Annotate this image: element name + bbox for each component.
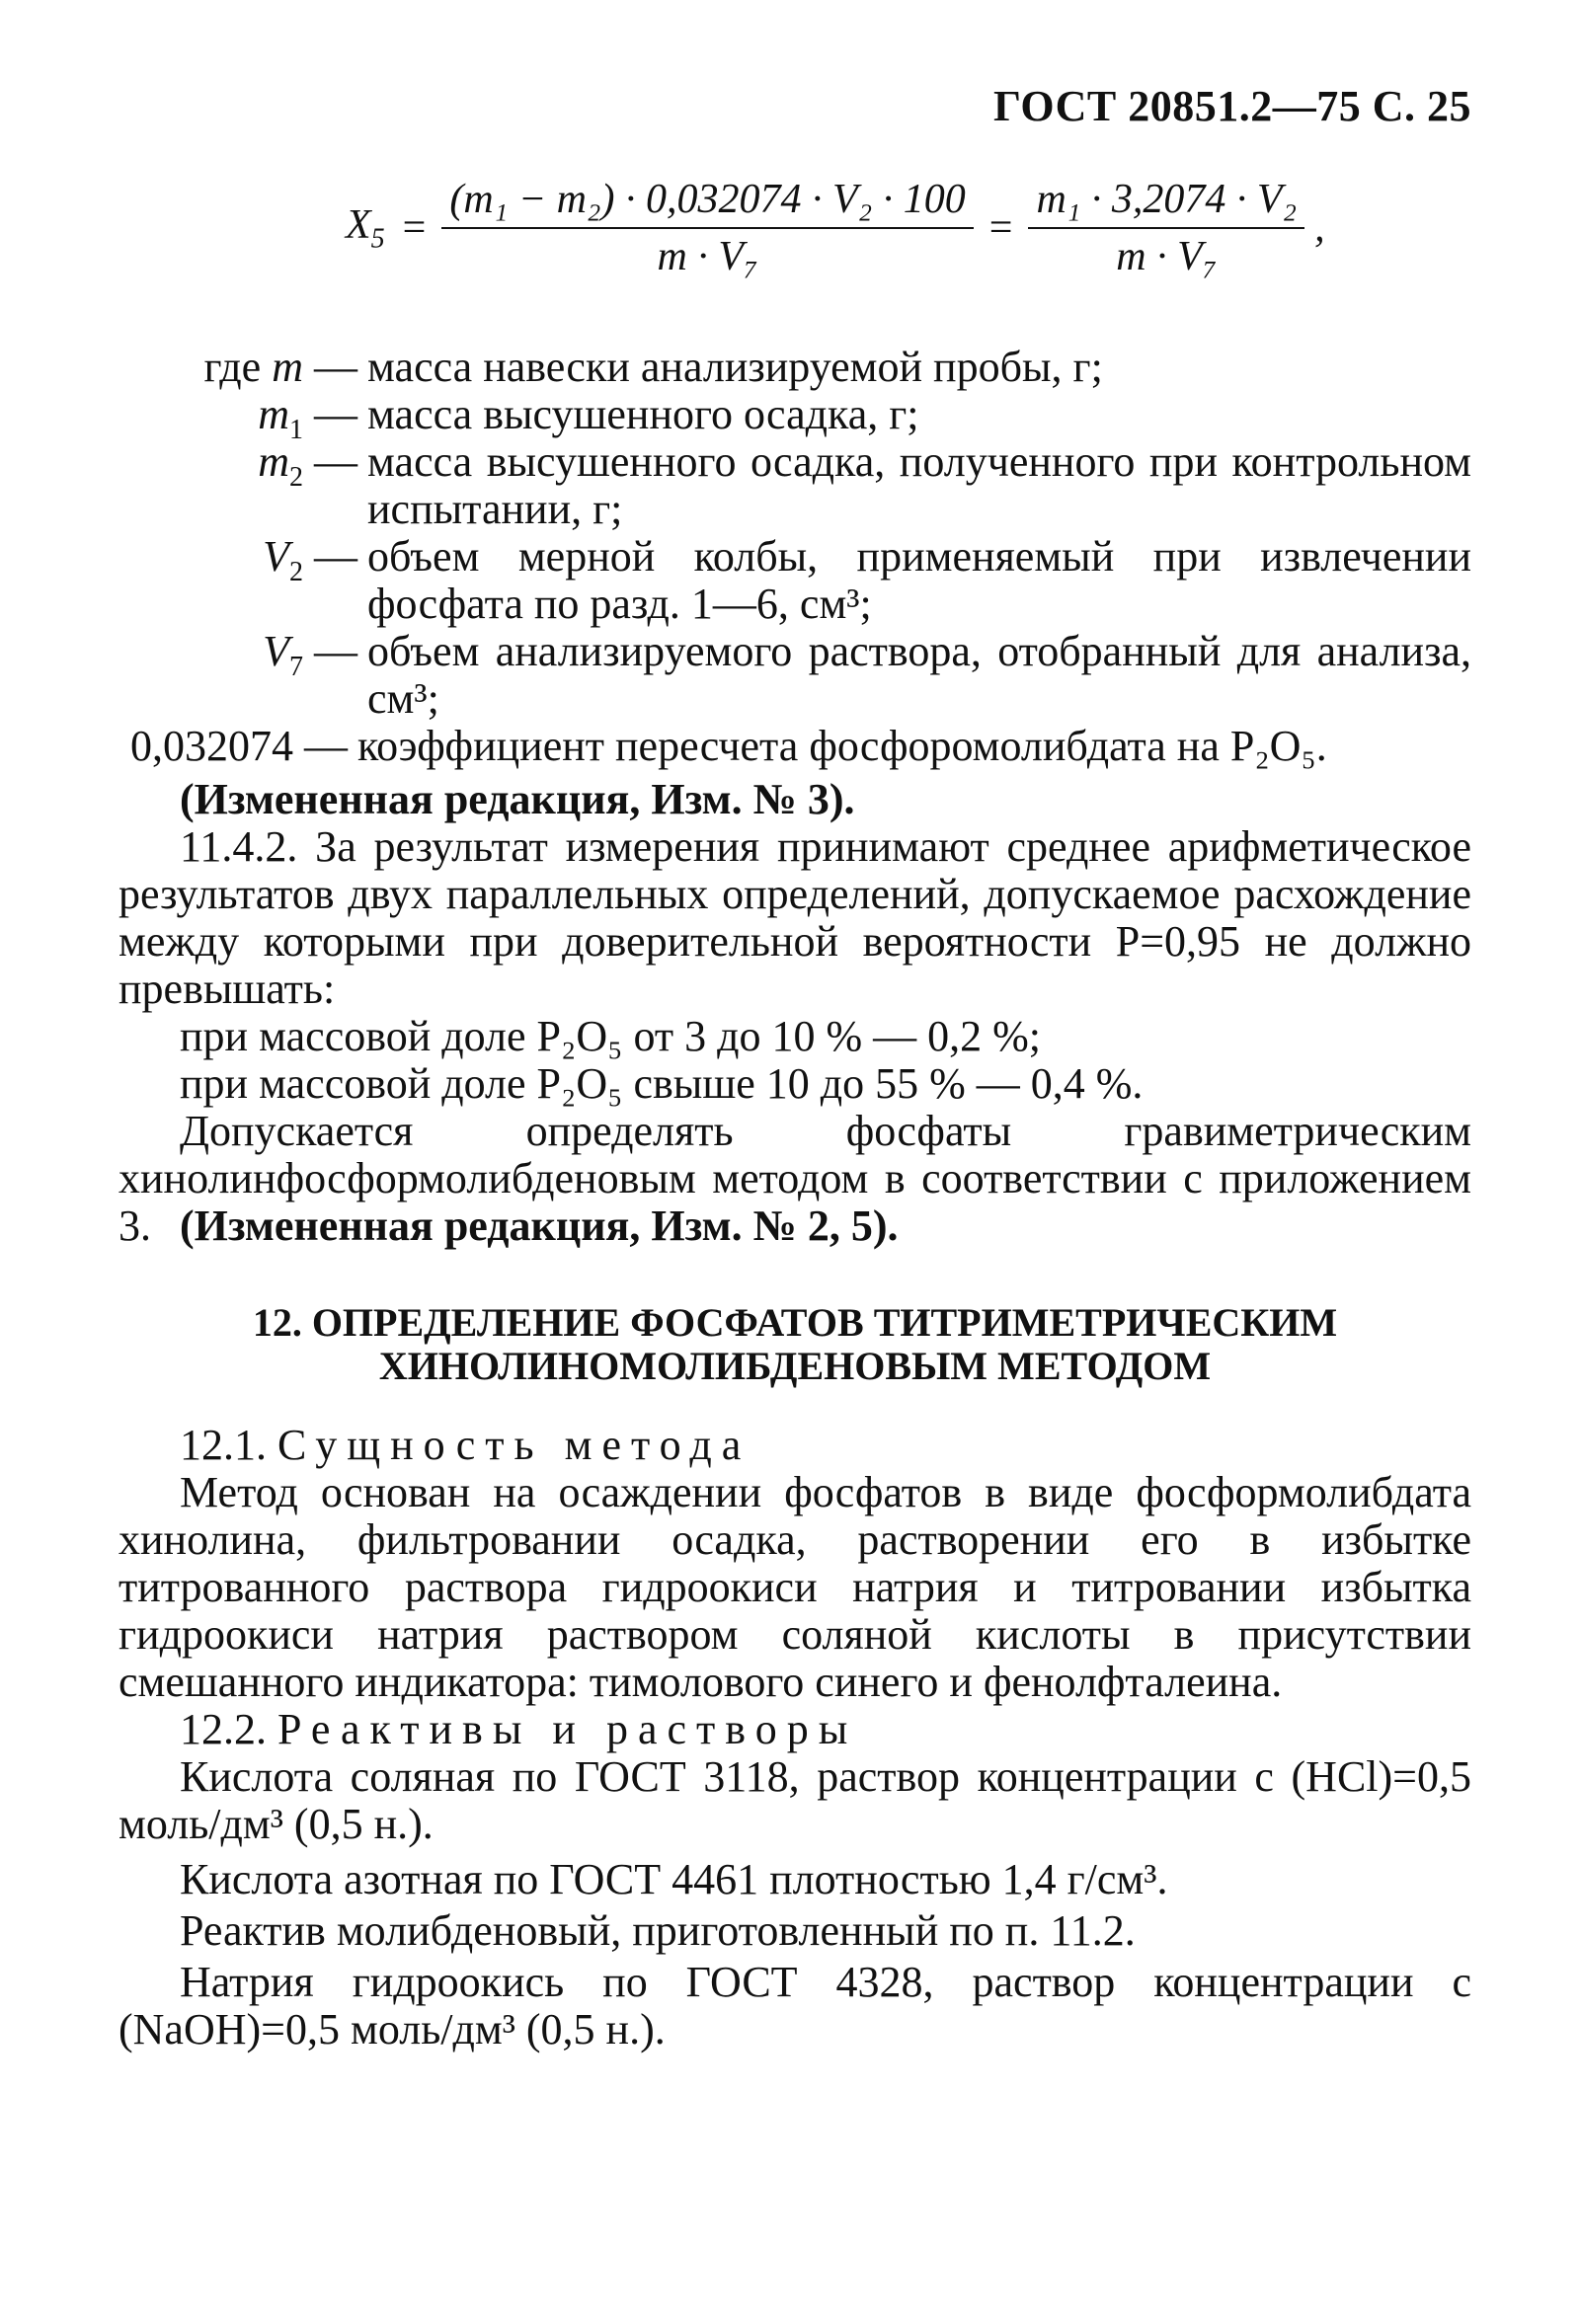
definition-symbol: 0,032074 — (130, 722, 348, 770)
definition-symbol: $V_2$ — (263, 532, 357, 587)
definition-text: объем анализируемого раствора, отобранный для анализа, см³; (367, 627, 1471, 723)
reagent-item: Реактив молибденовый, приготовленный по п. 11.2. (180, 1906, 1136, 1955)
definition-text: коэффициент пересчета фосфоромолибдата на P₂O₅. (357, 722, 1327, 770)
definition-symbol: $m_2$ — (258, 437, 357, 493)
edit-note: (Измененная редакция, Изм. № 2, 5). (180, 1201, 899, 1250)
method-description: Метод основан на осаждении фосфатов в виде фосформолибдата хинолина, фильтровании осадка, растворении его в избытке титрованного раствора гидроокиси натрия и титровании избытка гидроокиси натрия раствором соляной кислоты в присутствии смешанного индикатора: тимолового синего и фенолфталеина. (118, 1468, 1471, 1706)
section-title-line: ХИНОЛИНОМОЛИБДЕНОВЫМ МЕТОДОМ (378, 1344, 1212, 1388)
definition-symbol: $m_1$ — (258, 390, 357, 445)
equals-sign: = (402, 205, 427, 251)
subsection-number: 12.2. (180, 1705, 267, 1753)
fraction-1-numerator: (m₁ − m₂) · 0,032074 · V₂ · 100 (441, 176, 973, 229)
tolerance-line: при массовой доле P₂O₅ свыше 10 до 55 % — 0,4 %. (180, 1059, 1144, 1108)
reagent-item: Кислота соляная по ГОСТ 3118, раствор концентрации c (HCl)=0,5 моль/дм³ (0,5 н.). (118, 1752, 1471, 1848)
definition-row (118, 628, 1471, 723)
equals-sign: = (988, 205, 1013, 251)
definition-text: масса навески анализируемой пробы, г; (367, 343, 1103, 391)
definition-row (118, 438, 1471, 533)
section-title-line: 12. ОПРЕДЕЛЕНИЕ ФОСФАТОВ ТИТРИМЕТРИЧЕСКИМ (252, 1300, 1338, 1345)
fraction-1-denominator: m · V₇ (657, 234, 758, 279)
formula-x5 (346, 176, 1325, 280)
page-header: ГОСТ 20851.2—75 С. 25 (992, 82, 1471, 130)
subsection-heading (118, 1706, 1533, 1753)
definition-row (118, 344, 1471, 391)
definition-text: масса высушенного осадка, полученного при контрольном испытании, г; (367, 437, 1471, 533)
tolerance-line: при массовой доле P₂O₅ от 3 до 10 % — 0,2 %; (180, 1012, 1042, 1060)
definition-symbol: где m — (203, 343, 357, 391)
fraction-1 (441, 176, 973, 280)
fraction-2-denominator: m · V₇ (1116, 234, 1218, 279)
definition-row (118, 533, 1471, 628)
definition-symbol: $V_7$ — (263, 627, 357, 682)
subsection-title: Реактивы и растворы (277, 1705, 858, 1753)
formula-comma: , (1314, 205, 1325, 251)
fraction-2 (1028, 176, 1304, 280)
subsection-title: Сущность метода (277, 1421, 751, 1469)
definition-row (118, 390, 1471, 445)
variable-definitions (118, 344, 1471, 770)
edit-note: (Измененная редакция, Изм. № 3). (180, 775, 855, 823)
reagent-item: Натрия гидроокись по ГОСТ 4328, раствор концентрации c (NaOH)=0,5 моль/дм³ (0,5 н.). (118, 1958, 1471, 2053)
reagent-item: Кислота азотная по ГОСТ 4461 плотностью 1,4 г/см³. (180, 1855, 1168, 1903)
section-title (118, 1301, 1471, 1388)
definition-row (118, 723, 1471, 770)
subsection-heading (118, 1422, 1533, 1469)
paragraph-allowed: Допускается определять фосфаты гравиметрическим хинолинфосформолибденовым методом в соответствии с приложением 3. (118, 1107, 1471, 1250)
formula-lhs: $X_5$ (346, 201, 385, 255)
fraction-2-numerator: m₁ · 3,2074 · V₂ (1028, 176, 1304, 229)
definition-text: масса высушенного осадка, г; (367, 390, 919, 438)
definition-text: объем мерной колбы, применяемый при извлечении фосфата по разд. 1—6, см³; (367, 532, 1471, 628)
paragraph-11-4-2: 11.4.2. За результат измерения принимают среднее арифметическое результатов двух параллельных определений, допускаемое расхождение между которыми при доверительной вероятности P=0,95 не должно превышать: (118, 822, 1471, 1013)
subsection-number: 12.1. (180, 1421, 267, 1469)
